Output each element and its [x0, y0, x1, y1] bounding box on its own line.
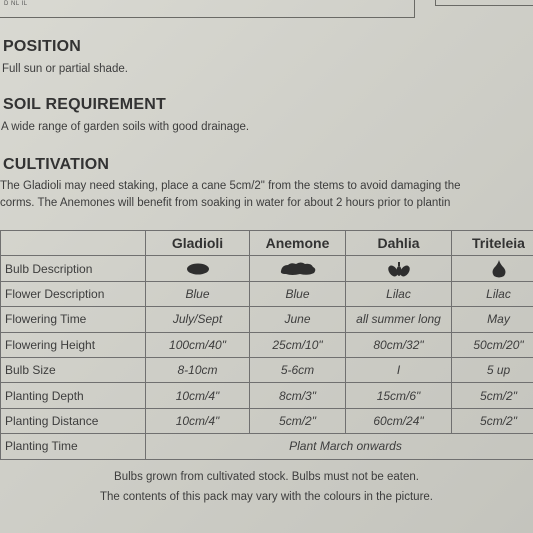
table-row — [1, 307, 533, 332]
cultivation-text-line1: The Gladioli may need staking, place a cane 5cm/2" from the stems to avoid damaging the — [0, 180, 461, 192]
top-panel-border — [0, 0, 415, 18]
table-cell: 5cm/2" — [452, 408, 533, 433]
table-cell: 8-10cm — [146, 357, 250, 382]
column-header: Anemone — [250, 231, 346, 256]
column-header: Dahlia — [346, 231, 452, 256]
table-cell: 5cm/2" — [250, 408, 346, 433]
bulb-icon-cell — [146, 256, 250, 281]
bulb-icon-cell — [346, 256, 452, 281]
top-right-panel-border — [435, 0, 533, 6]
column-header: Gladioli — [146, 231, 250, 256]
row-label: Planting Depth — [1, 383, 146, 408]
soil-text: A wide range of garden soils with good drainage. — [1, 121, 250, 133]
row-label: Bulb Size — [1, 357, 146, 382]
table-cell: 25cm/10" — [250, 332, 346, 357]
bulb-info-table — [0, 230, 533, 460]
table-cell: 5-6cm — [250, 357, 346, 382]
table-cell: July/Sept — [146, 307, 250, 332]
language-code-text: D NL IL — [4, 1, 28, 7]
footer-line2: The contents of this pack may vary with the colours in the picture. — [99, 491, 434, 503]
table-row — [1, 332, 533, 357]
table-cell: 8cm/3" — [250, 383, 346, 408]
table-header-row — [1, 231, 533, 256]
table-cell: May — [452, 307, 533, 332]
position-text: Full sun or partial shade. — [2, 63, 128, 75]
table-cell: Lilac — [452, 281, 533, 306]
planting-time-cell: Plant March onwards — [146, 434, 533, 459]
gladioli-corm-icon — [185, 262, 211, 276]
row-label: Bulb Description — [1, 256, 146, 281]
table-cell: 50cm/20" — [452, 332, 533, 357]
table-row — [1, 434, 533, 459]
row-label: Flowering Height — [1, 332, 146, 357]
bulb-icon-cell — [250, 256, 346, 281]
column-header: Triteleia — [452, 231, 533, 256]
table-cell: 5cm/2" — [452, 383, 533, 408]
table-row — [1, 256, 533, 281]
row-label: Flower Description — [1, 281, 146, 306]
table-cell: 60cm/24" — [346, 408, 452, 433]
triteleia-bulb-icon — [489, 259, 509, 279]
table-row — [1, 383, 533, 408]
table-cell: 10cm/4" — [146, 408, 250, 433]
table-cell: Blue — [146, 281, 250, 306]
cultivation-heading: CULTIVATION — [3, 156, 110, 173]
table-row — [1, 357, 533, 382]
position-heading: POSITION — [3, 38, 82, 55]
soil-heading: SOIL REQUIREMENT — [3, 96, 166, 113]
table-row — [1, 408, 533, 433]
table-cell: all summer long — [346, 307, 452, 332]
anemone-corm-icon — [278, 261, 318, 277]
row-label: Flowering Time — [1, 307, 146, 332]
table-cell: Blue — [250, 281, 346, 306]
bulb-icon-cell — [452, 256, 533, 281]
table-cell: June — [250, 307, 346, 332]
table-cell: 15cm/6" — [346, 383, 452, 408]
table-cell: 5 up — [452, 357, 533, 382]
table-row — [1, 281, 533, 306]
table-cell: 10cm/4" — [146, 383, 250, 408]
table-cell: I — [346, 357, 452, 382]
header-empty-cell — [1, 231, 146, 256]
row-label: Planting Time — [1, 434, 146, 459]
row-label: Planting Distance — [1, 408, 146, 433]
table-cell: 100cm/40" — [146, 332, 250, 357]
table-cell: 80cm/32" — [346, 332, 452, 357]
footer-line1: Bulbs grown from cultivated stock. Bulbs must not be eaten. — [114, 471, 419, 483]
cultivation-text-line2: corms. The Anemones will benefit from soaking in water for about 2 hours prior to plantin — [0, 197, 451, 209]
dahlia-tuber-icon — [384, 260, 414, 278]
table-cell: Lilac — [346, 281, 452, 306]
